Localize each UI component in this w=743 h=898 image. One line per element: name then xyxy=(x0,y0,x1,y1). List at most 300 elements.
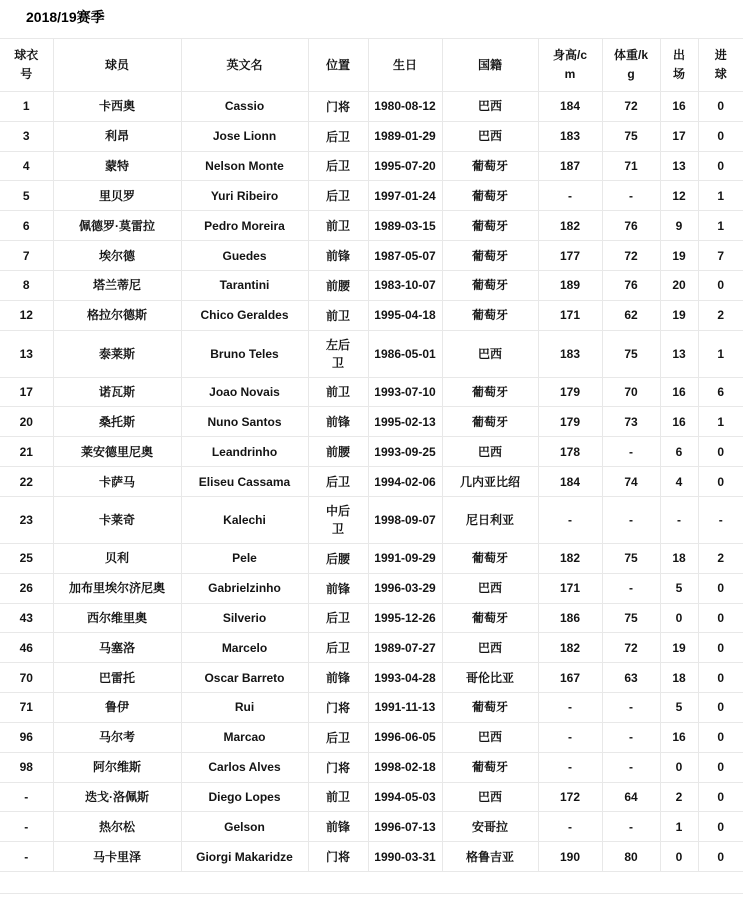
table-cell-value: 183 xyxy=(559,346,581,361)
table-cell-value: Kalechi xyxy=(223,512,266,527)
table-cell xyxy=(442,722,538,752)
table-cell-value: 0 xyxy=(717,819,725,834)
table-cell xyxy=(368,121,442,151)
table-cell xyxy=(602,782,660,812)
table-cell xyxy=(181,812,308,842)
table-cell-value: 1 xyxy=(675,819,683,834)
table-cell-value: 186 xyxy=(559,611,581,625)
table-cell xyxy=(442,842,538,872)
table-cell xyxy=(538,377,602,407)
table-cell-value: 16 xyxy=(672,99,686,114)
column-header xyxy=(368,39,442,92)
table-cell xyxy=(53,211,181,241)
table-cell-value: - xyxy=(568,730,572,745)
table-cell xyxy=(368,181,442,211)
table-cell-value: 尼日利亚 xyxy=(465,512,514,527)
table-row xyxy=(0,92,743,122)
table-cell-value: 前腰 xyxy=(325,445,350,460)
table-cell xyxy=(53,752,181,782)
table-cell xyxy=(538,407,602,437)
table-cell xyxy=(442,752,538,782)
table-cell-value: - xyxy=(24,789,29,804)
table-cell-value: 前锋 xyxy=(325,671,350,686)
table-cell-value: - xyxy=(24,849,29,864)
table-cell xyxy=(0,722,53,752)
table-cell-value: 马卡里泽 xyxy=(92,849,141,864)
table-cell xyxy=(53,377,181,407)
table-cell xyxy=(53,407,181,437)
table-cell-value: 1998-02-18 xyxy=(374,760,436,775)
table-cell xyxy=(698,437,743,467)
table-cell xyxy=(181,782,308,812)
table-cell xyxy=(181,151,308,181)
table-cell xyxy=(53,270,181,300)
table-cell xyxy=(308,377,368,407)
table-cell-value: Diego Lopes xyxy=(208,789,281,804)
table-cell xyxy=(442,573,538,603)
table-cell xyxy=(0,300,53,330)
table-cell xyxy=(442,92,538,122)
table-row xyxy=(0,270,743,300)
table-cell-value: 96 xyxy=(19,730,33,745)
table-cell xyxy=(53,573,181,603)
table-cell-value: 73 xyxy=(624,414,638,429)
table-cell xyxy=(53,151,181,181)
table-cell-value: 1995-07-20 xyxy=(374,159,436,174)
table-cell-value: 80 xyxy=(624,849,638,864)
table-cell xyxy=(602,330,660,377)
table-row xyxy=(0,633,743,663)
table-cell-value: 葡萄牙 xyxy=(471,159,508,174)
table-cell xyxy=(538,543,602,573)
table-cell-value: 1 xyxy=(717,218,725,233)
table-cell-value: 巴西 xyxy=(477,444,502,459)
table-cell xyxy=(181,693,308,723)
table-cell xyxy=(368,377,442,407)
table-cell xyxy=(0,752,53,782)
table-cell-value: 22 xyxy=(19,474,33,489)
table-cell-value: 19 xyxy=(672,308,686,323)
table-cell-value: 98 xyxy=(19,760,33,775)
table-cell-value: 马塞洛 xyxy=(98,640,135,655)
table-row xyxy=(0,437,743,467)
table-cell-value: 马尔考 xyxy=(98,730,135,745)
table-cell-value: 190 xyxy=(559,849,581,864)
table-cell-value: 2 xyxy=(717,551,725,566)
table-cell xyxy=(308,842,368,872)
table-cell-value: 182 xyxy=(559,551,581,566)
table-cell xyxy=(698,270,743,300)
table-cell-value: 16 xyxy=(672,730,686,745)
table-cell xyxy=(698,722,743,752)
table-cell-value: - xyxy=(568,760,572,775)
bottom-divider xyxy=(0,893,743,894)
table-cell-value: 187 xyxy=(559,159,581,174)
table-cell-value: 前卫 xyxy=(325,219,350,234)
table-cell-value: 70 xyxy=(19,670,33,685)
table-cell-value: 巴西 xyxy=(477,129,502,144)
table-cell xyxy=(698,633,743,663)
table-cell xyxy=(698,603,743,633)
table-cell xyxy=(602,377,660,407)
table-cell-value: 46 xyxy=(19,640,33,655)
table-row xyxy=(0,330,743,377)
table-cell-value: 热尔松 xyxy=(98,819,135,834)
table-cell-value: 迭戈·洛佩斯 xyxy=(85,789,149,804)
table-cell-value: 75 xyxy=(624,129,638,144)
table-cell-value: Giorgi Makaridze xyxy=(196,849,293,864)
table-cell xyxy=(602,92,660,122)
table-cell-value: 葡萄牙 xyxy=(471,308,508,323)
table-cell-value: 6 xyxy=(675,444,683,459)
table-cell xyxy=(602,663,660,693)
table-row xyxy=(0,151,743,181)
table-cell xyxy=(660,782,698,812)
table-cell xyxy=(53,437,181,467)
table-cell xyxy=(181,543,308,573)
table-cell-value: 1 xyxy=(717,346,725,361)
table-cell xyxy=(368,241,442,271)
table-cell-value: 16 xyxy=(672,414,686,429)
column-header-label: 球员 xyxy=(104,57,129,72)
table-cell-value: 62 xyxy=(624,308,638,323)
table-cell xyxy=(660,377,698,407)
table-cell-value: 182 xyxy=(559,218,581,233)
table-cell xyxy=(660,812,698,842)
table-cell xyxy=(0,270,53,300)
table-cell xyxy=(698,211,743,241)
table-cell-value: 0 xyxy=(717,670,725,685)
table-cell-value: 1989-07-27 xyxy=(374,640,436,655)
table-cell xyxy=(181,92,308,122)
table-cell-value: - xyxy=(677,512,681,527)
table-cell xyxy=(442,211,538,241)
table-cell-value: 0 xyxy=(717,581,725,596)
column-header xyxy=(698,39,743,92)
table-cell xyxy=(53,782,181,812)
table-cell xyxy=(660,663,698,693)
table-cell xyxy=(181,752,308,782)
table-cell-value: 葡萄牙 xyxy=(471,248,508,263)
table-cell-value: 阿尔维斯 xyxy=(92,760,141,775)
table-cell-value: 几内亚比绍 xyxy=(459,474,520,489)
table-cell xyxy=(660,633,698,663)
table-cell xyxy=(602,693,660,723)
table-cell xyxy=(660,693,698,723)
table-cell xyxy=(53,603,181,633)
table-cell xyxy=(538,467,602,497)
table-cell xyxy=(442,693,538,723)
table-cell-value: 72 xyxy=(624,248,638,263)
table-cell xyxy=(538,241,602,271)
table-cell xyxy=(442,151,538,181)
table-cell xyxy=(602,121,660,151)
table-cell-value: - xyxy=(568,188,572,203)
table-cell xyxy=(660,241,698,271)
table-cell xyxy=(368,693,442,723)
table-cell xyxy=(308,722,368,752)
table-body xyxy=(0,92,743,872)
table-cell-value: 5 xyxy=(675,700,683,715)
table-cell-value: - xyxy=(568,700,572,715)
table-cell-value: 鲁伊 xyxy=(104,700,129,715)
table-cell-value: 17 xyxy=(19,385,33,400)
table-cell-value: 后卫 xyxy=(325,641,350,656)
column-header xyxy=(538,39,602,92)
table-cell xyxy=(368,812,442,842)
table-cell xyxy=(368,633,442,663)
table-cell xyxy=(181,573,308,603)
table-cell-value: 0 xyxy=(717,474,725,489)
column-header-label: 球衣号 xyxy=(14,48,39,81)
table-cell-value: 20 xyxy=(19,414,33,429)
table-cell-value: 0 xyxy=(717,278,725,293)
table-cell xyxy=(660,722,698,752)
table-cell xyxy=(602,407,660,437)
table-cell xyxy=(308,752,368,782)
table-cell-value: 1980-08-12 xyxy=(374,99,436,114)
table-cell-value: Marcao xyxy=(223,730,266,745)
table-cell xyxy=(538,752,602,782)
table-header-row xyxy=(0,39,743,92)
table-cell xyxy=(442,496,538,543)
table-cell-value: 1997-01-24 xyxy=(374,188,436,203)
table-cell-value: 1 xyxy=(717,188,725,203)
table-cell xyxy=(660,300,698,330)
table-row xyxy=(0,752,743,782)
table-cell-value: 后卫 xyxy=(325,474,350,489)
table-cell xyxy=(698,663,743,693)
table-cell-value: Pedro Moreira xyxy=(204,218,285,233)
table-cell xyxy=(308,603,368,633)
column-header-label: 生日 xyxy=(392,57,417,72)
table-cell-value: 63 xyxy=(624,670,638,685)
table-cell xyxy=(0,496,53,543)
table-cell xyxy=(660,496,698,543)
table-cell xyxy=(660,211,698,241)
table-cell-value: 4 xyxy=(22,159,30,174)
table-cell xyxy=(368,211,442,241)
table-cell-value: 12 xyxy=(19,308,33,323)
table-cell-value: Gelson xyxy=(224,819,265,834)
table-cell-value: 1 xyxy=(22,99,30,114)
table-cell-value: 1994-02-06 xyxy=(374,474,436,489)
table-cell-value: 哥伦比亚 xyxy=(465,670,514,685)
table-cell-value: Nuno Santos xyxy=(207,414,282,429)
table-cell-value: 门将 xyxy=(325,99,350,114)
table-cell-value: 前腰 xyxy=(325,278,350,293)
table-cell-value: 1993-09-25 xyxy=(374,444,436,459)
table-cell xyxy=(368,467,442,497)
table-cell-value: 贝利 xyxy=(104,551,129,566)
table-cell-value: 13 xyxy=(672,346,686,361)
table-cell-value: - xyxy=(629,188,633,203)
table-cell xyxy=(538,151,602,181)
table-row xyxy=(0,300,743,330)
table-cell-value: Eliseu Cassama xyxy=(198,474,291,489)
table-cell-value: 0 xyxy=(675,849,683,864)
table-cell-value: Nelson Monte xyxy=(205,159,284,174)
table-cell xyxy=(538,573,602,603)
table-cell-value: 0 xyxy=(717,444,725,459)
table-cell xyxy=(308,151,368,181)
table-cell xyxy=(602,543,660,573)
table-cell-value: Carlos Alves xyxy=(208,760,281,775)
table-cell-value: 门将 xyxy=(325,760,350,775)
table-cell-value: 埃尔德 xyxy=(98,248,135,263)
table-cell-value: 171 xyxy=(559,308,581,323)
table-cell xyxy=(53,722,181,752)
table-cell xyxy=(53,181,181,211)
table-cell xyxy=(538,663,602,693)
table-cell xyxy=(53,330,181,377)
table-cell-value: 3 xyxy=(22,129,30,144)
table-cell-value: 葡萄牙 xyxy=(471,188,508,203)
table-cell xyxy=(53,467,181,497)
table-cell xyxy=(538,300,602,330)
table-cell-value: 1 xyxy=(717,414,725,429)
table-cell xyxy=(698,693,743,723)
table-cell xyxy=(698,812,743,842)
table-cell xyxy=(181,496,308,543)
table-cell-value: 前卫 xyxy=(325,308,350,323)
table-cell xyxy=(181,241,308,271)
table-cell-value: 1995-12-26 xyxy=(374,611,436,625)
table-cell-value: 19 xyxy=(672,248,686,263)
table-cell xyxy=(602,270,660,300)
table-cell xyxy=(698,573,743,603)
table-cell-value: - xyxy=(24,819,29,834)
table-cell-value: 巴西 xyxy=(477,640,502,655)
table-cell xyxy=(538,782,602,812)
table-cell-value: 巴西 xyxy=(477,581,502,596)
table-cell-value: 诺瓦斯 xyxy=(98,385,135,400)
table-cell xyxy=(538,121,602,151)
table-cell xyxy=(53,663,181,693)
table-cell xyxy=(602,211,660,241)
table-cell-value: Marcelo xyxy=(221,640,268,655)
table-cell-value: Tarantini xyxy=(219,278,270,293)
table-cell-value: 17 xyxy=(672,129,686,144)
table-cell-value: 后卫 xyxy=(325,129,350,144)
table-cell xyxy=(538,812,602,842)
table-cell-value: 中后卫 xyxy=(325,503,350,536)
table-cell-value: - xyxy=(718,512,723,527)
table-cell xyxy=(368,300,442,330)
table-cell-value: 后卫 xyxy=(325,159,350,174)
table-cell xyxy=(0,782,53,812)
table-cell xyxy=(181,603,308,633)
table-cell-value: 前锋 xyxy=(325,415,350,430)
table-cell xyxy=(0,377,53,407)
table-cell xyxy=(442,663,538,693)
table-cell xyxy=(442,467,538,497)
table-cell-value: 13 xyxy=(672,159,686,174)
table-cell-value: 0 xyxy=(717,789,725,804)
table-cell-value: 75 xyxy=(624,611,638,625)
table-cell xyxy=(698,151,743,181)
table-cell-value: 加布里埃尔济尼奥 xyxy=(68,581,165,596)
table-cell-value: 1989-03-15 xyxy=(374,218,436,233)
table-cell xyxy=(0,330,53,377)
table-cell xyxy=(538,693,602,723)
table-cell-value: 巴西 xyxy=(477,99,502,114)
table-cell xyxy=(442,812,538,842)
column-header xyxy=(53,39,181,92)
table-cell-value: Leandrinho xyxy=(211,444,278,459)
table-cell xyxy=(538,211,602,241)
table-cell-value: 0 xyxy=(675,611,683,625)
table-cell xyxy=(181,437,308,467)
table-cell-value: 72 xyxy=(624,640,638,655)
table-cell-value: 1990-03-31 xyxy=(374,849,436,864)
table-cell xyxy=(368,752,442,782)
table-cell xyxy=(660,437,698,467)
table-cell xyxy=(53,496,181,543)
table-row xyxy=(0,722,743,752)
table-row xyxy=(0,407,743,437)
table-row xyxy=(0,812,743,842)
table-cell xyxy=(53,92,181,122)
table-cell xyxy=(602,151,660,181)
table-cell xyxy=(0,693,53,723)
table-cell xyxy=(442,437,538,467)
table-cell-value: 葡萄牙 xyxy=(471,414,508,429)
table-cell xyxy=(308,693,368,723)
table-cell xyxy=(308,211,368,241)
table-cell xyxy=(181,330,308,377)
table-cell xyxy=(602,181,660,211)
table-cell-value: 蒙特 xyxy=(104,159,129,174)
table-cell-value: 72 xyxy=(624,99,638,114)
table-cell-value: 6 xyxy=(22,218,30,233)
table-cell-value: 16 xyxy=(672,385,686,400)
table-cell xyxy=(368,151,442,181)
table-cell-value: Oscar Barreto xyxy=(204,670,285,685)
table-cell-value: 前卫 xyxy=(325,790,350,805)
table-cell-value: 左后卫 xyxy=(325,337,350,370)
table-cell xyxy=(53,842,181,872)
table-row xyxy=(0,543,743,573)
table-cell xyxy=(602,467,660,497)
table-cell-value: 0 xyxy=(717,129,725,144)
table-cell-value: - xyxy=(629,819,633,834)
table-cell xyxy=(698,241,743,271)
table-cell xyxy=(308,437,368,467)
table-cell xyxy=(0,573,53,603)
table-cell xyxy=(308,92,368,122)
table-cell xyxy=(698,842,743,872)
table-cell-value: 1994-05-03 xyxy=(374,789,436,804)
table-cell-value: 西尔维里奥 xyxy=(86,611,147,625)
table-cell xyxy=(0,92,53,122)
table-cell-value: Rui xyxy=(234,700,255,715)
column-header-label: 位置 xyxy=(325,57,350,72)
table-cell xyxy=(660,121,698,151)
table-cell-value: 74 xyxy=(624,474,638,489)
table-cell xyxy=(602,300,660,330)
table-cell xyxy=(308,663,368,693)
table-cell xyxy=(0,543,53,573)
table-cell-value: Guedes xyxy=(222,248,267,263)
table-cell xyxy=(602,573,660,603)
table-cell-value: 1987-05-07 xyxy=(374,248,436,263)
table-cell-value: 后腰 xyxy=(325,551,350,566)
table-cell-value: Gabrielzinho xyxy=(208,581,281,596)
table-cell xyxy=(0,241,53,271)
table-cell xyxy=(368,496,442,543)
table-cell xyxy=(368,543,442,573)
